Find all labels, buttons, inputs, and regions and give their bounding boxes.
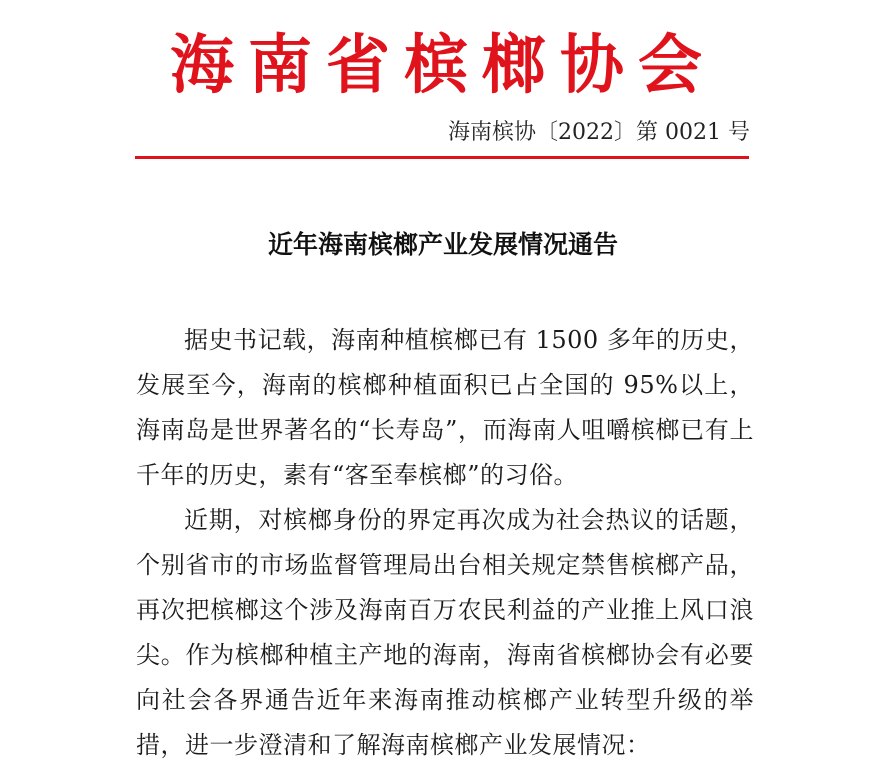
header-divider [135, 156, 749, 159]
document-title: 近年海南槟榔产业发展情况通告 [267, 230, 618, 259]
organization-letterhead: 海南省槟榔协会 [170, 28, 716, 103]
document-number: 海南槟协〔2022〕第 0021 号 [448, 120, 750, 145]
body-paragraph-1: 据史书记载，海南种植槟榔已有 1500 多年的历史，发展至今，海南的槟榔种植面积已占全国的 95%以上，海南岛是世界著名的“长寿岛”，而海南人咀嚼槟榔已有上千年的历史，素有“客至奉槟榔”的习俗。 [136, 326, 754, 489]
document-body [136, 318, 754, 768]
body-paragraph-2: 近期，对槟榔身份的界定再次成为社会热议的话题，个别省市的市场监督管理局出台相关规定禁售槟榔产品，再次把槟榔这个涉及海南百万农民利益的产业推上风口浪尖。作为槟榔种植主产地的海南，海南省槟榔协会有必要向社会各界通告近年来海南推动槟榔产业转型升级的举措，进一步澄清和了解海南槟榔产业发展情况： [136, 506, 754, 759]
